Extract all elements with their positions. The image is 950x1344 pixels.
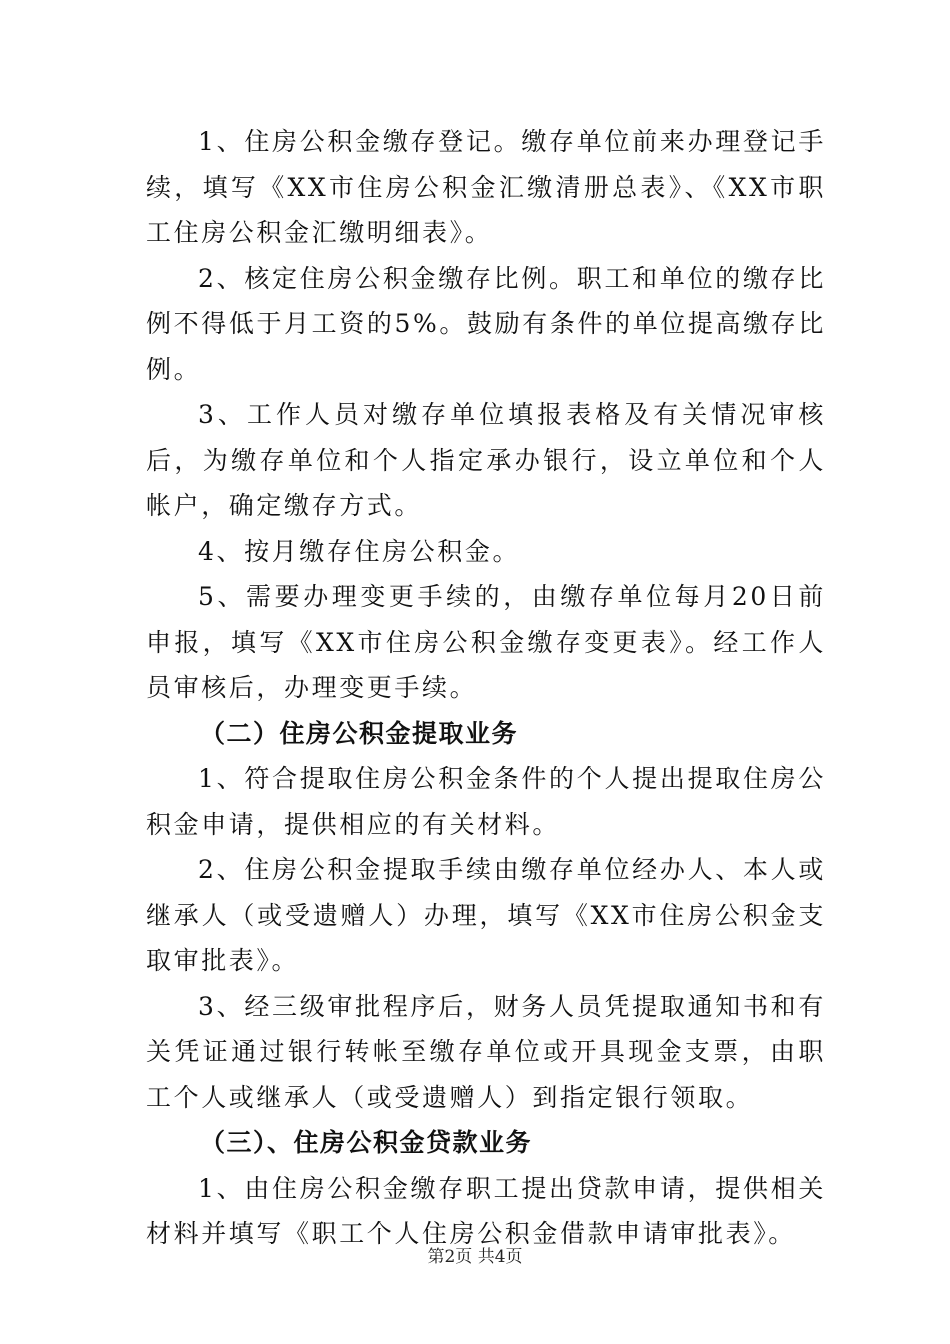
paragraph-withdrawal-procedure: 2、住房公积金提取手续由缴存单位经办人、本人或继承人（或受遗赠人）办理，填写《XX市住房公积金支取审批表》。 — [146, 855, 826, 975]
paragraph-deposit-ratio: 2、核定住房公积金缴存比例。职工和单位的缴存比例不得低于月工资的5%。鼓励有条件的单位提高缴存比例。 — [146, 263, 826, 384]
paragraph-loan-application: 1、由住房公积金缴存职工提出贷款申请，提供相关材料并填写《职工个人住房公积金借款申请审批表》。 — [146, 1173, 826, 1248]
page-number-footer: 第2页 共4页 — [427, 1247, 523, 1267]
section-heading-withdrawal: （二）住房公积金提取业务 — [200, 718, 519, 748]
paragraph-review-accounts: 3、工作人员对缴存单位填报表格及有关情况审核后，为缴存单位和个人指定承办银行，设立单位和个人帐户，确定缴存方式。 — [146, 400, 826, 520]
paragraph-monthly-deposit: 4、按月缴存住房公积金。 — [198, 536, 521, 566]
paragraph-change-procedure: 5、需要办理变更手续的，由缴存单位每月20日前申报，填写《XX市住房公积金缴存变更表》。经工作人员审核后，办理变更手续。 — [146, 582, 826, 702]
paragraph-withdrawal-application: 1、符合提取住房公积金条件的个人提出提取住房公积金申请，提供相应的有关材料。 — [146, 764, 826, 839]
document-body — [146, 119, 826, 1257]
paragraph-deposit-registration: 1、住房公积金缴存登记。缴存单位前来办理登记手续，填写《XX市住房公积金汇缴清册总表》、《XX市职工住房公积金汇缴明细表》。 — [146, 127, 826, 247]
paragraph-withdrawal-approval: 3、经三级审批程序后，财务人员凭提取通知书和有关凭证通过银行转帐至缴存单位或开具现金支票，由职工个人或继承人（或受遗赠人）到指定银行领取。 — [146, 991, 826, 1112]
section-heading-loan: （三）、住房公积金贷款业务 — [200, 1128, 533, 1157]
